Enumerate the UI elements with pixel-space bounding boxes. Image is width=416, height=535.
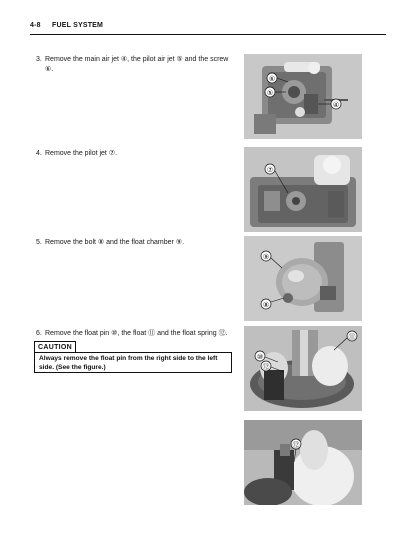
photo-air-jets xyxy=(244,54,362,139)
callout-label: ⑦ xyxy=(266,166,274,174)
callout-label: ⑫ xyxy=(292,441,300,449)
callout-label: ⑥ xyxy=(268,75,276,83)
step-number: 3. xyxy=(36,56,42,63)
caution-label: CAUTION xyxy=(34,341,76,353)
caution-text: Always remove the float pin from the right side to the left side. (See the figure.) xyxy=(39,355,218,371)
step-3 xyxy=(36,55,236,75)
step-5 xyxy=(36,238,236,248)
callout-label: ⑩ xyxy=(256,353,264,361)
step-number: 4. xyxy=(36,150,42,157)
section-title: FUEL SYSTEM xyxy=(52,22,104,29)
step-text: Remove the main air jet ④, the pilot air jet ⑤ and the screw ⑥. xyxy=(45,56,229,73)
step-4 xyxy=(36,149,236,159)
caution-box xyxy=(34,352,232,373)
callout-label: ⑨ xyxy=(262,253,270,261)
step-text: Remove the pilot jet ⑦. xyxy=(45,150,118,157)
callout-label: ④ xyxy=(332,101,340,109)
callout-label: ⑤ xyxy=(266,89,274,97)
step-text: Remove the float pin ⑩, the float ⑪ and the float spring ⑫. xyxy=(45,330,228,337)
photo-float-spring xyxy=(244,420,362,505)
step-number: 5. xyxy=(36,239,42,246)
photo-float-pin xyxy=(244,326,362,411)
callout-label: ⑫ xyxy=(262,363,270,371)
page-number: 4-8 xyxy=(30,22,41,29)
callout-label: ⑪ xyxy=(348,333,356,341)
page-header xyxy=(30,20,386,35)
callout-label: ⑧ xyxy=(262,301,270,309)
photo-pilot-jet xyxy=(244,147,362,232)
photo-float-chamber xyxy=(244,236,362,321)
step-6 xyxy=(36,329,236,339)
step-number: 6. xyxy=(36,330,42,337)
step-text: Remove the bolt ⑧ and the float chamber ⑨. xyxy=(45,239,185,246)
